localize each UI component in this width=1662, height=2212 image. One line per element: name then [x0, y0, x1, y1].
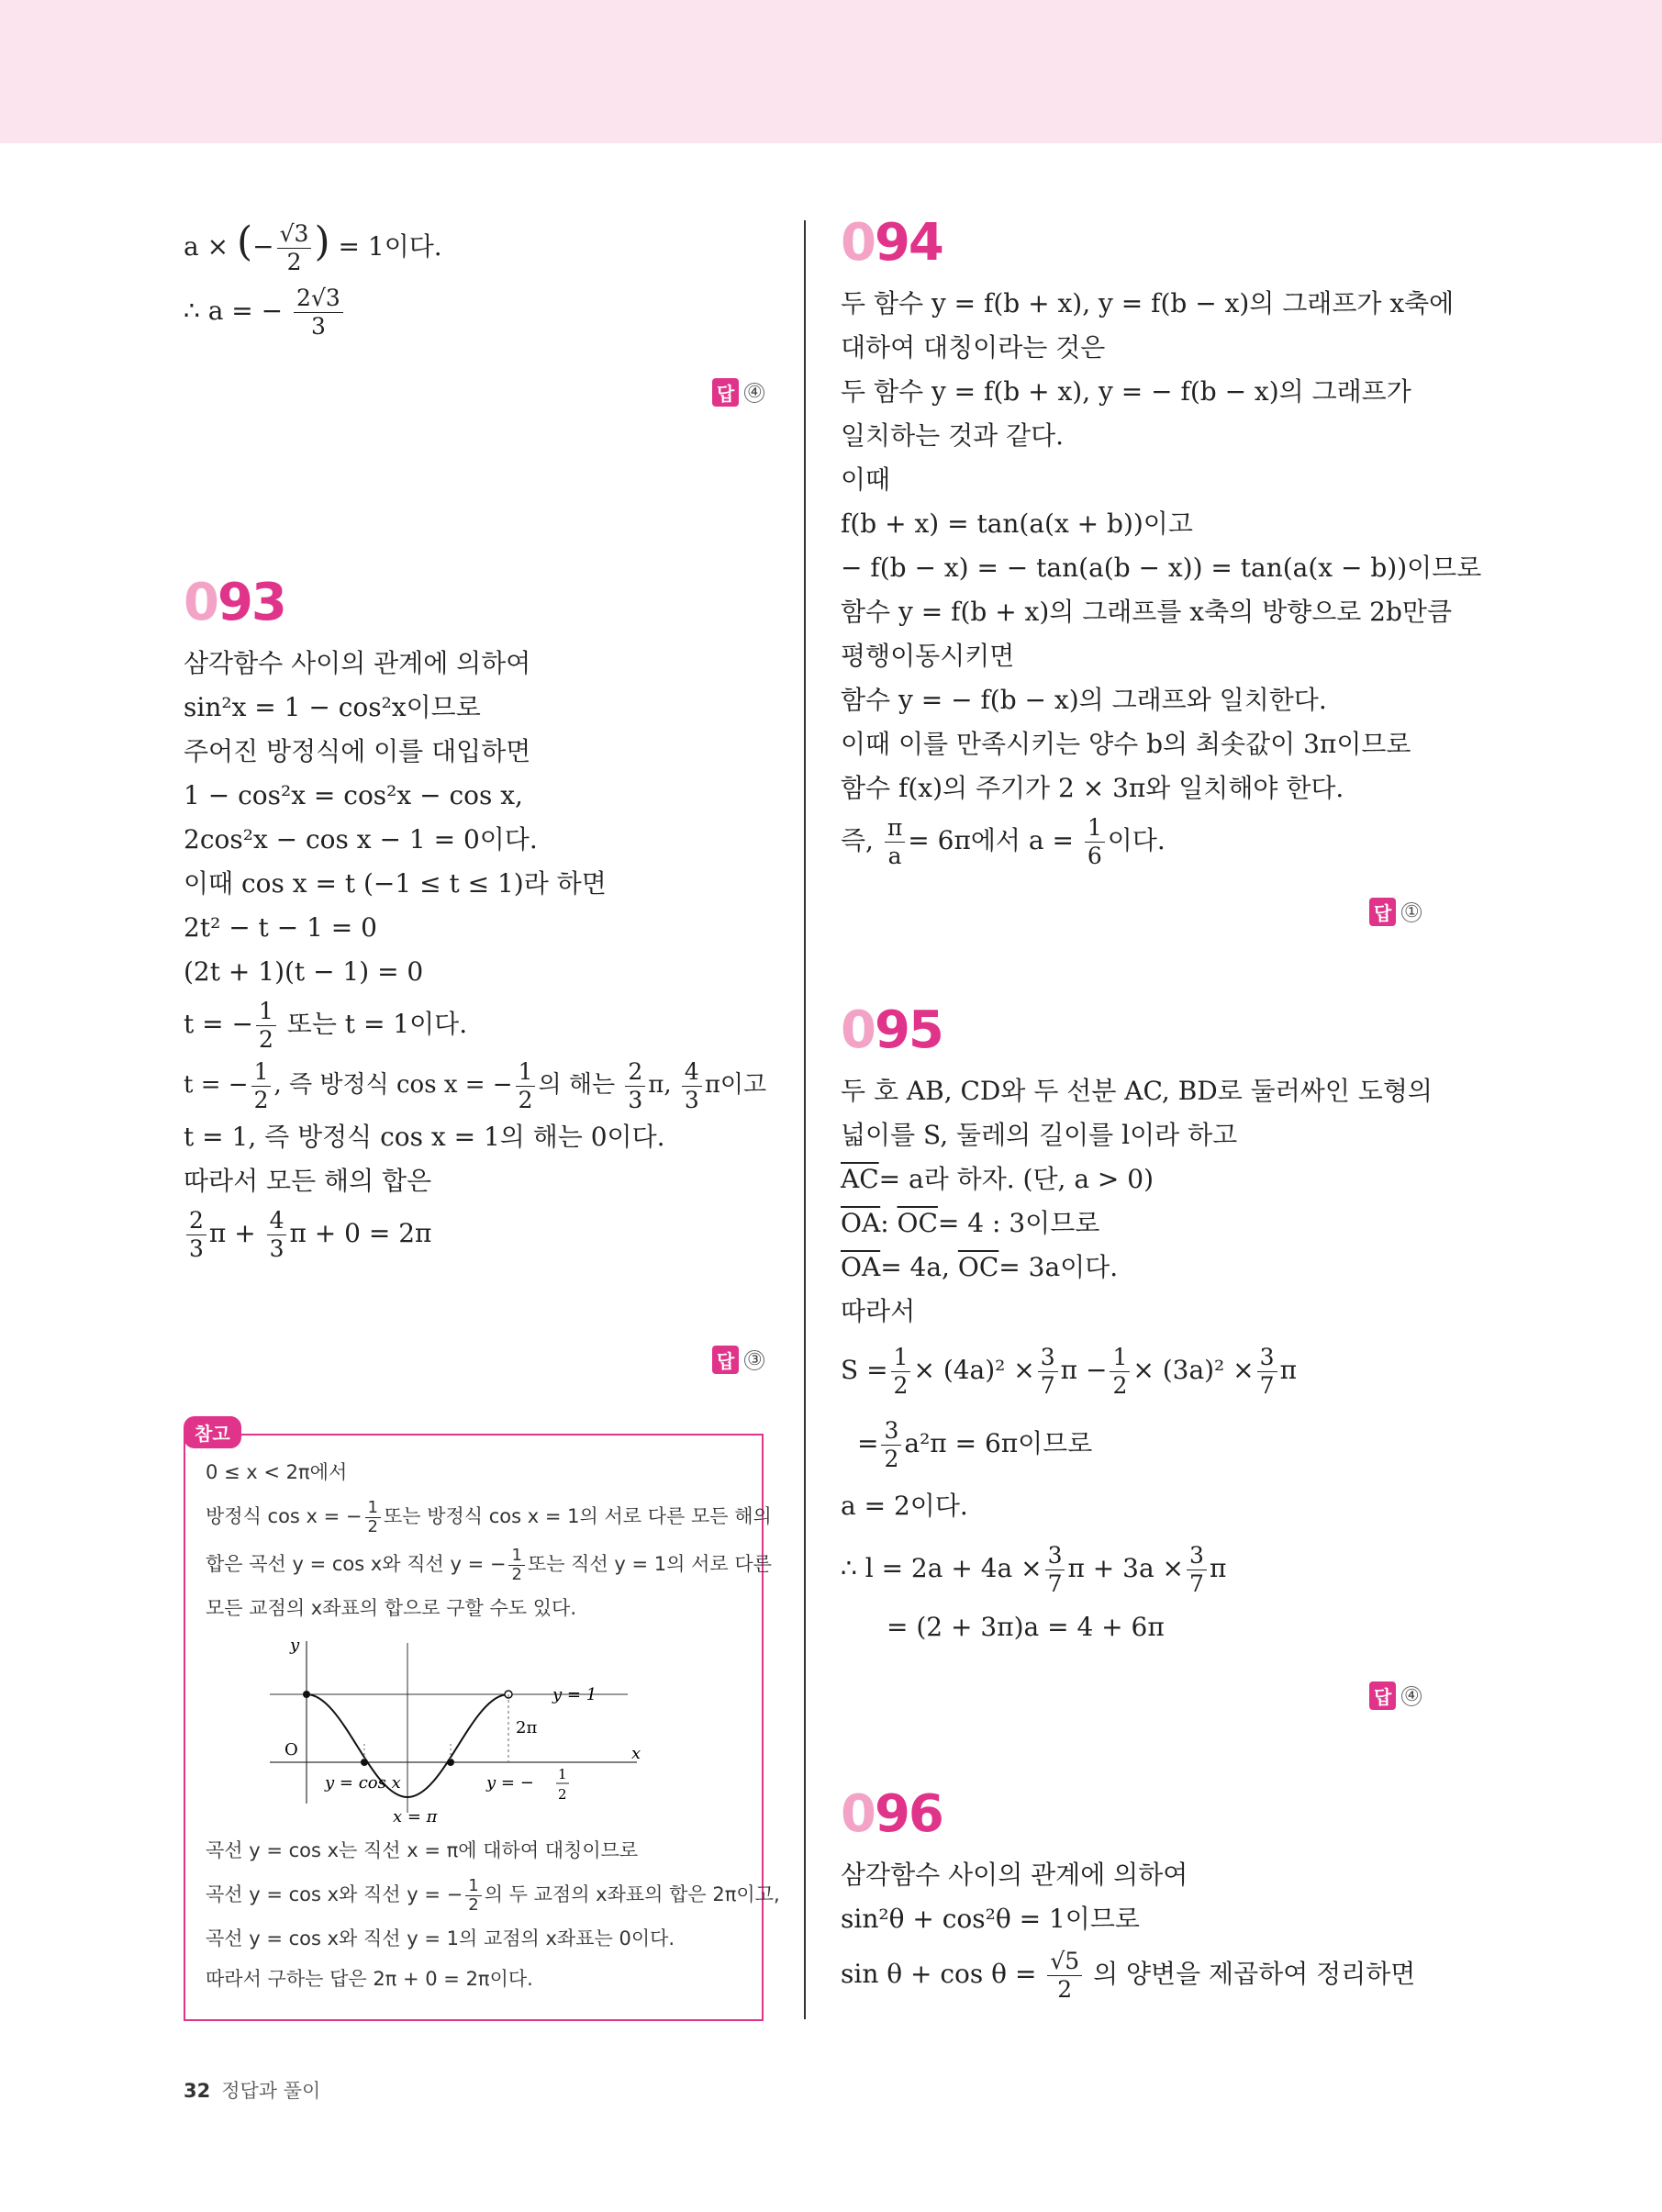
q094-line: 평행이동시키면	[841, 641, 1015, 671]
question-number: 094	[841, 213, 943, 273]
prev-line-1: a × (− $\frac{√3}{2}$ ) = 1이다.	[184, 218, 442, 275]
answer-choice: ①	[1401, 902, 1422, 922]
cos-label: y = cos x	[325, 1773, 401, 1793]
q095-line: $\overline{OA}$: $\overline{OC}= 4$ : 3이므로	[841, 1208, 1100, 1238]
answer-badge: 답	[1369, 1681, 1396, 1710]
answer-choice: ④	[744, 383, 764, 403]
question-number: 095	[841, 1000, 943, 1060]
note-line: 방정식 cos x = − $\frac{1}{2}$ 또는 방정식 cos x = 1의 서로 다른 모든 해의	[206, 1497, 772, 1536]
answer-badge: 답	[712, 1346, 739, 1374]
q093-answer	[712, 1346, 764, 1374]
answer-badge: 답	[712, 378, 739, 407]
q093-line: (2t + 1)(t − 1) = 0	[184, 956, 424, 987]
q094-line: 두 함수 y = f(b + x), y = − f(b − x)의 그래프가	[841, 376, 1411, 407]
prev-answer	[712, 378, 764, 407]
q093-line: 삼각함수 사이의 관계에 의하여	[184, 648, 531, 678]
q095-area: S = $\frac{1}{2}$ × (4a)² × $\frac{3}{7}$ π − $\frac{1}{2}$ × (3a)² × $\frac{3}{7}$ π	[841, 1344, 1297, 1399]
q096-line: sin θ + cos θ = $\frac{√5}{2}$ 의 양변을 제곱하여 정리하면	[841, 1948, 1416, 2003]
q095-line: $\overline{AC}= a$라 하자. (단, a > 0)	[841, 1164, 1154, 1194]
q095-perimeter: ∴ l = 2a + 4a × $\frac{3}{7}$ π + 3a × $\frac{3}{7}$ π	[841, 1542, 1227, 1597]
answer-choice: ③	[744, 1350, 764, 1370]
question-094	[841, 213, 1482, 871]
question-number: 096	[841, 1784, 943, 1844]
note-tag: 참고	[184, 1416, 241, 1448]
q093-line: 1 − cos²x = cos²x − cos x,	[184, 780, 523, 810]
q093-line: 2t² − t − 1 = 0	[184, 912, 377, 943]
q095-line: a = 2이다.	[841, 1491, 968, 1521]
q093-line: 이때 cos x = t (−1 ≤ t ≤ 1)라 하면	[184, 868, 607, 899]
q094-final: 즉, $\frac{\pi}{a}$ = 6π에서 a = $\frac{1}{6}$ 이다.	[841, 814, 1166, 869]
q094-line: 함수 y = − f(b − x)의 그래프와 일치한다.	[841, 685, 1327, 715]
q093-line: t = 1, 즉 방정식 cos x = 1의 해는 0이다.	[184, 1122, 665, 1152]
q095-line: = (2 + 3π)a = 4 + 6π	[887, 1612, 1165, 1642]
note-line: 모든 교점의 x좌표의 합으로 구할 수도 있다.	[206, 1597, 577, 1619]
q093-sum: $\frac{2}{3}$ π + $\frac{4}{3}$ π + 0 = 2π	[184, 1203, 771, 1264]
q095-line: 따라서	[841, 1296, 916, 1326]
origin-label: O	[284, 1740, 298, 1760]
q094-line: 대하여 대칭이라는 것은	[841, 332, 1106, 363]
question-095	[841, 1000, 1433, 1649]
q094-line: 이때	[841, 464, 891, 495]
column-divider	[804, 220, 806, 2019]
q095-line: 두 호 AB, CD와 두 선분 AC, BD로 둘러싸인 도형의	[841, 1076, 1433, 1106]
q093-line: 주어진 방정식에 이를 대입하면	[184, 736, 531, 766]
yhalf-num: 1	[558, 1766, 567, 1782]
xpi-label: x = π	[393, 1807, 438, 1827]
yhalf-den: 2	[558, 1786, 567, 1803]
q093-t-values: t = − $\frac{1}{2}$ 또는 t = 1이다.	[184, 998, 468, 1053]
cosine-graph	[270, 1634, 747, 1827]
q094-line: 함수 f(x)의 주기가 2 × 3π와 일치해야 한다.	[841, 773, 1344, 803]
2pi-label: 2π	[516, 1718, 538, 1737]
q096-line: 삼각함수 사이의 관계에 의하여	[841, 1860, 1188, 1890]
x-axis-label: x	[631, 1744, 641, 1763]
q093-line: sin²x = 1 − cos²x이므로	[184, 692, 481, 722]
q094-line: f(b + x) = tan(a(x + b))이고	[841, 508, 1193, 539]
y1-label: y = 1	[552, 1685, 597, 1704]
prev-solution-end	[184, 213, 771, 341]
note-content	[206, 1452, 780, 1999]
page-number: 32	[184, 2080, 211, 2102]
yhalf-label: y = −	[486, 1773, 534, 1793]
answer-badge: 답	[1369, 898, 1396, 926]
note-line: 따라서 구하는 답은 2π + 0 = 2π이다.	[206, 1968, 533, 1990]
q094-line: 함수 y = f(b + x)의 그래프를 x축의 방향으로 2b만큼	[841, 597, 1453, 627]
q095-line: $\overline{OA}= 4a$, $\overline{OC}= 3a$이다.	[841, 1252, 1119, 1282]
intersection-point	[303, 1691, 310, 1698]
q095-answer	[1369, 1681, 1422, 1710]
q094-line: 이때 이를 만족시키는 양수 b의 최솟값이 3π이므로	[841, 729, 1411, 759]
prev-line-2: ∴ a = − $\frac{2√3}{3}$	[184, 282, 771, 341]
q096-line: sin²θ + cos²θ = 1이므로	[841, 1904, 1140, 1934]
note-line: 곡선 y = cos x와 직선 y = 1의 교점의 x좌표는 0이다.	[206, 1927, 675, 1949]
page-footer	[184, 2076, 320, 2104]
header-band	[0, 0, 1662, 143]
q094-line: 일치하는 것과 같다.	[841, 420, 1065, 451]
section-title: 정답과 풀이	[221, 2080, 321, 2102]
y-axis-label: y	[290, 1636, 300, 1655]
question-093	[184, 573, 771, 1264]
note-line: 0 ≤ x < 2π에서	[206, 1461, 348, 1483]
question-096	[841, 1784, 1428, 2007]
q093-line: 따라서 모든 해의 합은	[184, 1166, 432, 1196]
note-line: 합은 곡선 y = cos x와 직선 y = − $\frac{1}{2}$ 또는 직선 y = 1의 서로 다른	[206, 1545, 772, 1584]
q095-line: 넓이를 S, 둘레의 길이를 l이라 하고	[841, 1120, 1238, 1150]
note-line: 곡선 y = cos x는 직선 x = π에 대하여 대칭이므로	[206, 1839, 639, 1861]
q093-solutions: t = − $\frac{1}{2}$ , 즉 방정식 cos x = − $\frac{1}{2}$ 의 해는 $\frac{2}{3}$ π, $\frac{4}{3}$ π이고	[184, 1057, 767, 1113]
question-number: 093	[184, 573, 285, 632]
q094-answer	[1369, 898, 1422, 926]
q095-area-2: = $\frac{3}{2}$ a²π = 6π이므로	[857, 1417, 1093, 1472]
q094-line: 두 함수 y = f(b + x), y = f(b − x)의 그래프가 x축에	[841, 288, 1455, 318]
q094-line: − f(b − x) = − tan(a(b − x)) = tan(a(x − b))이므로	[841, 553, 1482, 583]
q093-line: 2cos²x − cos x − 1 = 0이다.	[184, 824, 538, 855]
answer-choice: ④	[1401, 1686, 1422, 1706]
note-line: 곡선 y = cos x와 직선 y = − $\frac{1}{2}$ 의 두 교점의 x좌표의 합은 2π이고,	[206, 1875, 780, 1915]
